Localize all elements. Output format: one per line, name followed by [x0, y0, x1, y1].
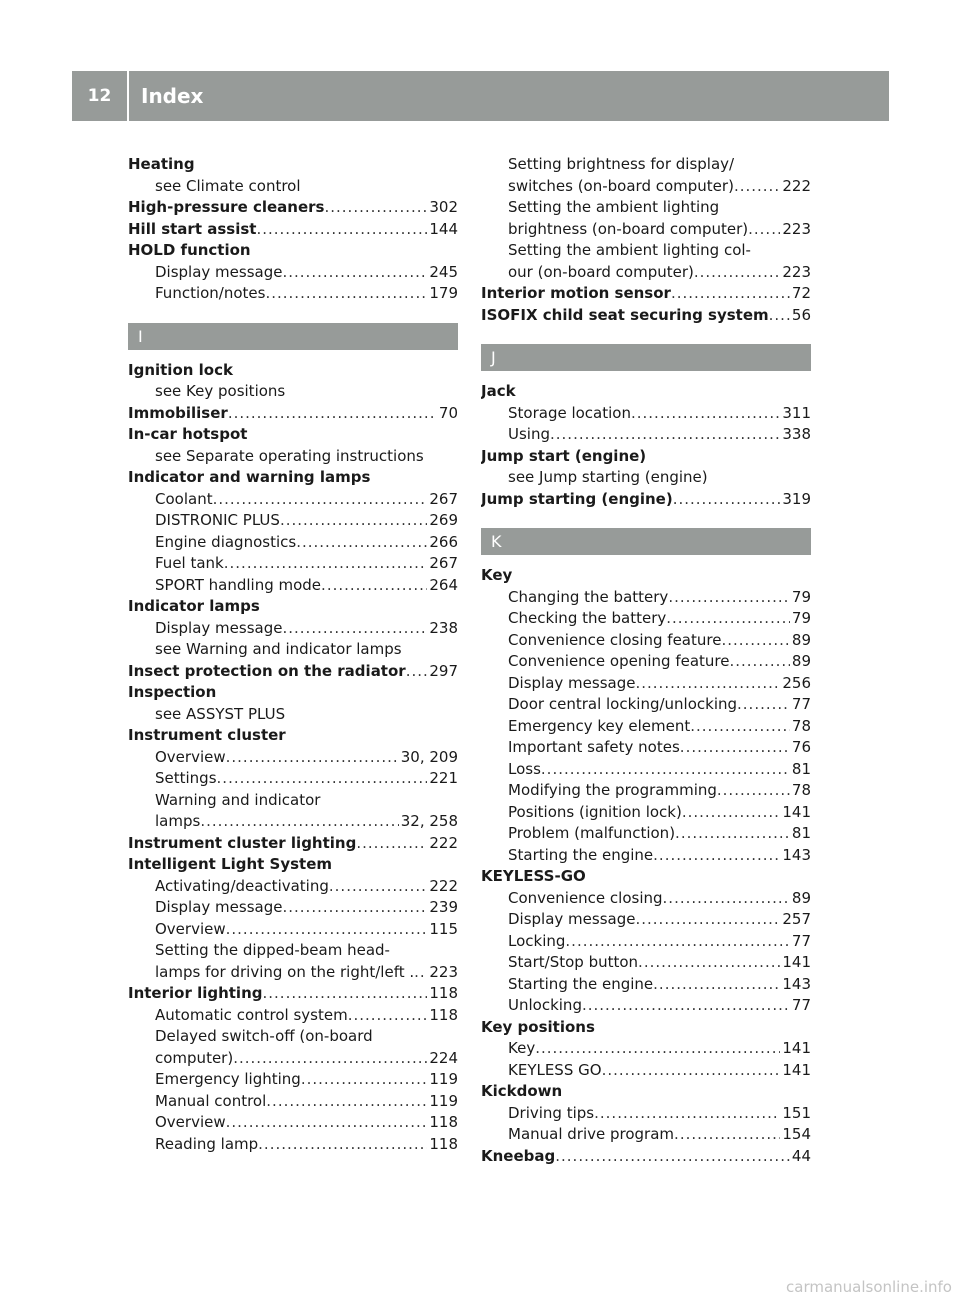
index-subentry	[128, 1069, 458, 1091]
entry-label: Ignition lock	[128, 360, 233, 379]
section-letter-j: J	[481, 344, 811, 371]
entry-label: see Climate control	[155, 176, 301, 195]
index-subentry	[481, 651, 811, 673]
entry-label: Function/notes	[155, 284, 266, 302]
entry-label: Problem (malfunction)	[508, 824, 676, 842]
dot-leader	[721, 630, 789, 652]
index-subentry	[128, 489, 458, 511]
entry-label: KEYLESS GO	[508, 1060, 602, 1079]
index-subentry	[481, 176, 811, 198]
entry-page-number: 311	[782, 403, 811, 422]
entry-label: Emergency key element	[508, 716, 691, 735]
dot-leader	[217, 768, 428, 790]
entry-page-number: 89	[791, 652, 811, 670]
index-subentry	[481, 154, 811, 176]
entry-page-number: 79	[791, 587, 811, 606]
entry-page-number: 141	[782, 1060, 811, 1079]
entry-label: Instrument cluster lighting	[128, 833, 357, 852]
entry-label: Interior lighting	[128, 984, 263, 1002]
entry-label: Instrument cluster	[128, 726, 286, 744]
index-subentry	[128, 510, 458, 532]
entry-label: High-pressure cleaners	[128, 198, 325, 216]
entry-page-number: 269	[429, 511, 458, 529]
dot-leader	[280, 510, 427, 532]
entry-label: Setting the dipped-beam head-	[155, 941, 390, 959]
index-entry	[481, 565, 811, 587]
entry-page-number: 89	[791, 630, 811, 649]
entry-label: Starting the engine	[508, 974, 654, 993]
index-subentry	[128, 790, 458, 812]
entry-label: switches (on-board computer)	[508, 176, 734, 195]
entry-page-number: 141	[782, 1039, 811, 1057]
index-entry	[481, 305, 811, 327]
dot-leader	[769, 305, 790, 327]
entry-label: Insect protection on the radiator	[128, 661, 406, 680]
entry-page-number: 223	[429, 962, 458, 981]
entry-label: see Key positions	[155, 382, 286, 400]
index-subentry	[128, 1112, 458, 1134]
index-entry	[128, 403, 458, 425]
entry-label: Fuel tank	[155, 554, 224, 572]
entry-label: Coolant	[155, 489, 213, 508]
index-subentry	[481, 802, 811, 824]
entry-label: see ASSYST PLUS	[155, 704, 286, 723]
entry-label: Locking	[508, 931, 566, 950]
entry-page-number: 256	[782, 673, 811, 692]
dot-leader	[638, 952, 780, 974]
index-entry	[128, 854, 458, 876]
entry-label: Door central locking/unlocking	[508, 695, 738, 713]
index-subentry	[128, 768, 458, 790]
entry-page-number: 264	[429, 575, 458, 594]
dot-leader	[734, 176, 780, 198]
index-subentry	[481, 424, 811, 446]
dot-leader	[680, 737, 790, 759]
entry-label: see Jump starting (engine)	[508, 468, 708, 486]
dot-leader	[674, 1124, 780, 1146]
entry-page-number: 144	[429, 219, 458, 238]
index-subentry	[128, 262, 458, 284]
entry-page-number: 222	[429, 876, 458, 895]
dot-leader	[228, 403, 437, 425]
entry-label: see Warning and indicator lamps	[155, 640, 402, 658]
entry-label: Changing the battery	[508, 587, 669, 606]
index-subentry	[128, 704, 458, 726]
dot-leader	[635, 673, 780, 695]
entry-label: Key	[481, 566, 513, 584]
index-subentry	[128, 176, 458, 198]
entry-page-number: 302	[429, 198, 458, 216]
entry-page-number: 222	[429, 833, 458, 852]
entry-label: Manual control	[155, 1091, 267, 1110]
index-subentry	[128, 1048, 458, 1070]
dot-leader	[675, 823, 790, 845]
entry-label: Reading lamp	[155, 1134, 259, 1153]
entry-label: Display message	[155, 262, 283, 281]
entry-label: Loss	[508, 759, 541, 778]
index-entry	[128, 661, 458, 683]
index-entry	[128, 154, 458, 176]
entry-page-number: 44	[791, 1146, 811, 1165]
dot-leader	[690, 716, 790, 738]
entry-page-number: 143	[782, 974, 811, 993]
entry-page-number: 223	[782, 262, 811, 281]
index-entry	[128, 596, 458, 618]
entry-label: Intelligent Light System	[128, 855, 333, 873]
entry-label: Setting brightness for display/	[508, 155, 735, 173]
entry-page-number: 221	[429, 769, 458, 787]
dot-leader	[296, 532, 427, 554]
entry-label: Driving tips	[508, 1103, 595, 1122]
entry-label: Immobiliser	[128, 403, 228, 422]
entry-label: Kickdown	[481, 1082, 563, 1100]
entry-page-number: 223	[782, 219, 811, 238]
entry-page-number: 77	[791, 695, 811, 713]
entry-page-number: 179	[429, 284, 458, 302]
index-entry	[128, 467, 458, 489]
dot-leader	[263, 983, 428, 1005]
index-subentry	[481, 694, 811, 716]
entry-page-number: 141	[782, 953, 811, 971]
dot-leader	[694, 262, 781, 284]
index-subentry	[128, 1091, 458, 1113]
entry-label: Engine diagnostics	[155, 532, 297, 551]
entry-page-number: 32, 258	[400, 812, 458, 830]
dot-leader	[414, 962, 427, 984]
dot-leader	[748, 219, 780, 241]
entry-page-number: 119	[429, 1091, 458, 1110]
entry-page-number: 267	[429, 489, 458, 508]
entry-label: Indicator and warning lamps	[128, 468, 371, 486]
entry-page-number: 267	[429, 554, 458, 572]
index-subentry	[481, 716, 811, 738]
entry-label: Kneebag	[481, 1146, 556, 1165]
dot-leader	[737, 694, 790, 716]
entry-label: Jump start (engine)	[481, 446, 647, 465]
entry-label: Storage location	[508, 403, 631, 422]
index-subentry	[481, 952, 811, 974]
entry-label: DISTRONIC PLUS	[155, 511, 280, 529]
entry-page-number: 30, 209	[400, 747, 458, 766]
index-subentry	[128, 618, 458, 640]
entry-page-number: 143	[782, 845, 811, 864]
dot-leader	[729, 651, 789, 673]
dot-leader	[324, 197, 427, 219]
index-subentry	[481, 909, 811, 931]
entry-label: ISOFIX child seat securing system	[481, 305, 769, 324]
entry-label: Automatic control system	[155, 1005, 348, 1024]
index-subentry	[128, 639, 458, 661]
dot-leader	[582, 995, 790, 1017]
entry-page-number: 118	[429, 1113, 458, 1131]
entry-label: Display message	[155, 898, 283, 916]
entry-page-number: 118	[429, 984, 458, 1002]
entry-label: Hill start assist	[128, 219, 257, 238]
entry-label: lamps for driving on the right/left .	[155, 962, 415, 981]
entry-page-number: 118	[429, 1134, 458, 1153]
index-entry	[481, 283, 811, 305]
index-entry	[128, 240, 458, 262]
index-subentry	[128, 283, 458, 305]
entry-label: Activating/deactivating	[155, 876, 329, 895]
dot-leader	[329, 876, 427, 898]
index-entry	[481, 446, 811, 468]
page-title: Index	[141, 84, 204, 108]
index-entry	[128, 682, 458, 704]
entry-page-number: 338	[782, 425, 811, 443]
entry-page-number: 81	[791, 824, 811, 842]
index-entry	[128, 424, 458, 446]
entry-label: Delayed switch-off (on-board	[155, 1027, 373, 1045]
entry-label: KEYLESS-GO	[481, 867, 586, 885]
dot-leader	[226, 747, 399, 769]
entry-label: Display message	[155, 618, 283, 637]
dot-leader	[213, 489, 428, 511]
index-subentry	[128, 532, 458, 554]
entry-label: Inspection	[128, 683, 217, 701]
index-subentry	[481, 780, 811, 802]
index-subentry	[128, 919, 458, 941]
index-subentry	[128, 381, 458, 403]
dot-leader	[406, 661, 428, 683]
index-subentry	[481, 845, 811, 867]
entry-label: Using	[508, 425, 550, 443]
index-subentry	[128, 575, 458, 597]
dot-leader	[663, 888, 790, 910]
watermark: carmanualsonline.info	[786, 1278, 952, 1296]
dot-leader	[200, 811, 398, 833]
index-subentry	[128, 1005, 458, 1027]
dot-leader	[653, 845, 780, 867]
dot-leader	[541, 759, 790, 781]
index-subentry	[481, 673, 811, 695]
index-subentry	[481, 197, 811, 219]
dot-leader	[668, 587, 790, 609]
index-subentry	[481, 1060, 811, 1082]
dot-leader	[565, 931, 790, 953]
entry-label: computer)	[155, 1048, 234, 1067]
entry-page-number: 78	[791, 716, 811, 735]
entry-page-number: 70	[438, 403, 458, 422]
index-entry	[481, 1081, 811, 1103]
dot-leader	[635, 909, 780, 931]
entry-page-number: 245	[429, 262, 458, 281]
index-subentry	[481, 1038, 811, 1060]
entry-page-number: 76	[791, 738, 811, 756]
dot-leader	[282, 897, 427, 919]
index-subentry	[481, 995, 811, 1017]
index-entry	[128, 360, 458, 382]
entry-label: Display message	[508, 910, 636, 928]
entry-label: Convenience opening feature	[508, 652, 730, 670]
dot-leader	[356, 833, 427, 855]
dot-leader	[666, 608, 790, 630]
entry-label: Overview	[155, 747, 226, 766]
dot-leader	[631, 403, 780, 425]
dot-leader	[555, 1146, 790, 1168]
dot-leader	[594, 1103, 780, 1125]
dot-leader	[224, 553, 428, 575]
dot-leader	[226, 1112, 428, 1134]
index-entry	[128, 197, 458, 219]
index-entry	[128, 725, 458, 747]
index-subentry	[481, 823, 811, 845]
entry-page-number: 154	[782, 1125, 811, 1143]
index-subentry	[481, 262, 811, 284]
index-subentry	[481, 737, 811, 759]
index-subentry	[481, 1103, 811, 1125]
entry-label: Key positions	[481, 1017, 595, 1036]
entry-page-number: 115	[429, 919, 458, 938]
entry-label: Indicator lamps	[128, 597, 260, 615]
section-letter-k: K	[481, 528, 811, 555]
entry-page-number: 266	[429, 532, 458, 551]
entry-label: Overview	[155, 1113, 226, 1131]
entry-page-number: 78	[791, 781, 811, 799]
dot-leader	[233, 1048, 427, 1070]
entry-page-number: 79	[791, 609, 811, 627]
entry-label: Jump starting (engine)	[481, 489, 673, 508]
entry-page-number: 56	[791, 305, 811, 324]
dot-leader	[321, 575, 427, 597]
index-subentry	[128, 962, 458, 984]
entry-label: our (on-board computer)	[508, 262, 694, 281]
entry-label: Warning and indicator	[155, 790, 321, 809]
entry-label: HOLD function	[128, 241, 251, 259]
index-subentry	[481, 403, 811, 425]
entry-page-number: 72	[791, 284, 811, 302]
entry-page-number: 239	[429, 898, 458, 916]
entry-page-number: 224	[429, 1048, 458, 1067]
entry-label: Start/Stop button	[508, 953, 639, 971]
index-subentry	[128, 747, 458, 769]
dot-leader	[301, 1069, 428, 1091]
index-subentry	[481, 608, 811, 630]
index-subentry	[481, 1124, 811, 1146]
dot-leader	[282, 262, 427, 284]
index-subentry	[481, 630, 811, 652]
entry-label: In-car hotspot	[128, 425, 248, 443]
index-entry	[128, 983, 458, 1005]
entry-page-number: 141	[782, 802, 811, 821]
dot-leader	[671, 283, 790, 305]
dot-leader	[348, 1005, 428, 1027]
index-subentry	[481, 974, 811, 996]
index-subentry	[128, 553, 458, 575]
entry-label: Setting the ambient lighting	[508, 198, 720, 216]
index-column-right	[481, 154, 811, 1167]
entry-page-number: 77	[791, 996, 811, 1014]
entry-page-number: 89	[791, 888, 811, 907]
index-subentry	[481, 587, 811, 609]
entry-label: Manual drive program	[508, 1125, 675, 1143]
index-subentry	[481, 759, 811, 781]
entry-label: Settings	[155, 769, 217, 787]
entry-page-number: 77	[791, 931, 811, 950]
entry-label: Key	[508, 1039, 536, 1057]
dot-leader	[282, 618, 427, 640]
entry-label: Important safety notes	[508, 738, 680, 756]
entry-page-number: 118	[429, 1005, 458, 1024]
index-entry	[481, 866, 811, 888]
index-entry	[481, 381, 811, 403]
entry-label: see Separate operating instructions	[155, 446, 424, 465]
index-entry	[481, 489, 811, 511]
entry-label: Heating	[128, 155, 195, 173]
entry-page-number: 151	[782, 1103, 811, 1122]
dot-leader	[550, 424, 780, 446]
index-subentry	[128, 940, 458, 962]
entry-label: Modifying the programming	[508, 781, 717, 799]
dot-leader	[717, 780, 790, 802]
dot-leader	[265, 283, 427, 305]
index-subentry	[481, 888, 811, 910]
entry-label: Jack	[481, 382, 516, 400]
index-subentry	[481, 931, 811, 953]
index-entry	[481, 1146, 811, 1168]
entry-label: Emergency lighting	[155, 1070, 301, 1088]
entry-label: brightness (on-board computer)	[508, 219, 749, 238]
entry-page-number: 238	[429, 618, 458, 637]
page-header	[72, 71, 889, 121]
index-subentry	[128, 897, 458, 919]
dot-leader	[226, 919, 428, 941]
index-subentry	[481, 467, 811, 489]
index-column-left	[128, 154, 458, 1155]
entry-label: Convenience closing	[508, 888, 663, 907]
page-number: 12	[87, 86, 112, 106]
index-subentry	[128, 1134, 458, 1156]
index-subentry	[481, 240, 811, 262]
entry-label: SPORT handling mode	[155, 575, 322, 594]
index-subentry	[128, 446, 458, 468]
entry-label: Overview	[155, 919, 226, 938]
section-letter-i: I	[128, 323, 458, 350]
entry-page-number: 81	[791, 759, 811, 778]
index-entry	[128, 833, 458, 855]
entry-page-number: 257	[782, 910, 811, 928]
index-entry	[481, 1017, 811, 1039]
dot-leader	[602, 1060, 781, 1082]
entry-page-number: 222	[782, 176, 811, 195]
dot-leader	[256, 219, 427, 241]
dot-leader	[258, 1134, 427, 1156]
dot-leader	[535, 1038, 780, 1060]
entry-page-number: 319	[782, 489, 811, 508]
index-subentry	[128, 811, 458, 833]
dot-leader	[682, 802, 781, 824]
entry-label: Unlocking	[508, 996, 582, 1014]
entry-label: Starting the engine	[508, 845, 654, 864]
entry-label: Positions (ignition lock)	[508, 802, 682, 821]
dot-leader	[673, 489, 781, 511]
entry-label: Checking the battery	[508, 609, 667, 627]
entry-label: Display message	[508, 673, 636, 692]
index-entry	[128, 219, 458, 241]
entry-label: lamps	[155, 812, 201, 830]
entry-page-number: 297	[429, 661, 458, 680]
entry-label: Convenience closing feature	[508, 630, 722, 649]
entry-label: Interior motion sensor	[481, 284, 671, 302]
entry-label: Setting the ambient lighting col-	[508, 241, 751, 259]
index-subentry	[128, 1026, 458, 1048]
index-subentry	[128, 876, 458, 898]
dot-leader	[653, 974, 780, 996]
dot-leader	[266, 1091, 427, 1113]
index-subentry	[481, 219, 811, 241]
entry-page-number: 119	[429, 1070, 458, 1088]
